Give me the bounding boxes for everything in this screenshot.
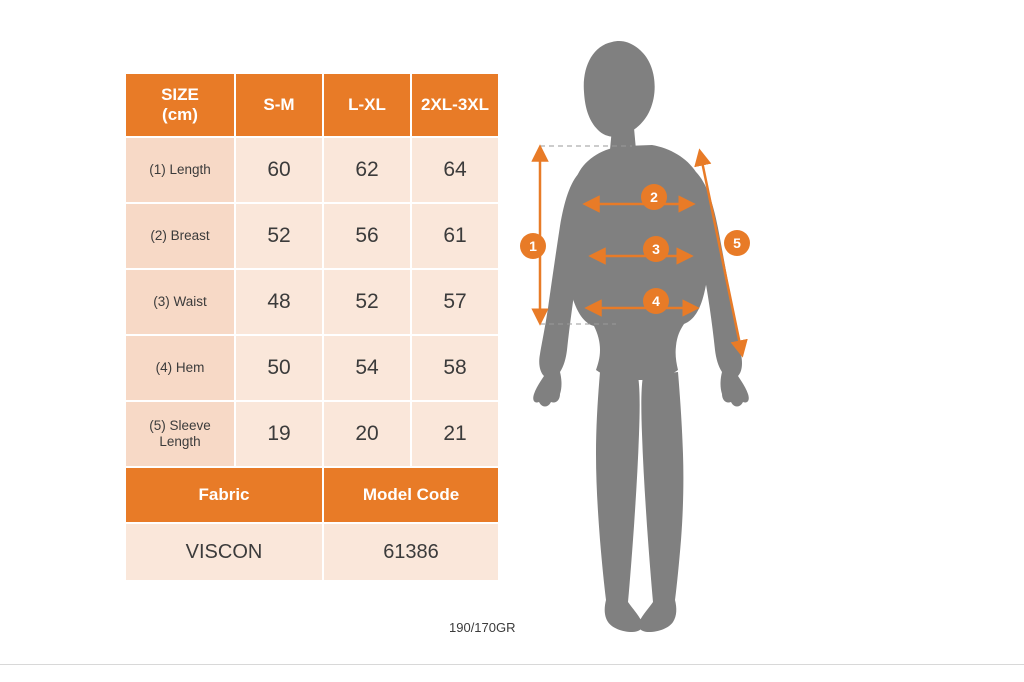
table-row [125, 203, 499, 269]
row-label-sleeve-length: (5) Sleeve Length [125, 401, 235, 467]
cell-length-2xl-3xl: 64 [411, 137, 499, 203]
fabric-value-row [125, 523, 499, 581]
column-header-2xl-3xl: 2XL-3XL [411, 73, 499, 137]
cell-hem-s-m: 50 [235, 335, 323, 401]
female-silhouette [533, 41, 749, 632]
cell-breast-2xl-3xl: 61 [411, 203, 499, 269]
cell-sleeve-2xl-3xl: 21 [411, 401, 499, 467]
cell-hem-l-xl: 54 [323, 335, 411, 401]
row-label-waist: (3) Waist [125, 269, 235, 335]
size-header-line2: (cm) [162, 105, 198, 124]
size-table-header [125, 73, 499, 137]
badge-3-waist: 3 [643, 236, 669, 262]
table-row [125, 335, 499, 401]
fabric-header-row [125, 467, 499, 523]
cell-hem-2xl-3xl: 58 [411, 335, 499, 401]
fabric-header: Fabric [125, 467, 323, 523]
model-code-header: Model Code [323, 467, 499, 523]
cell-breast-s-m: 52 [235, 203, 323, 269]
weight-note: 190/170GR [449, 620, 516, 635]
size-table-body [125, 137, 499, 581]
cell-length-s-m: 60 [235, 137, 323, 203]
size-table [124, 72, 500, 582]
cell-sleeve-l-xl: 20 [323, 401, 411, 467]
cell-length-l-xl: 62 [323, 137, 411, 203]
row-label-length: (1) Length [125, 137, 235, 203]
badge-5-sleeve-length: 5 [724, 230, 750, 256]
size-header-line1: SIZE [161, 85, 199, 105]
table-row [125, 401, 499, 467]
column-header-s-m: S-M [235, 73, 323, 137]
cell-waist-2xl-3xl: 57 [411, 269, 499, 335]
fabric-value: VISCON [125, 523, 323, 581]
badge-4-hem: 4 [643, 288, 669, 314]
row-label-breast: (2) Breast [125, 203, 235, 269]
silhouette-svg [520, 24, 900, 634]
model-code-value: 61386 [323, 523, 499, 581]
row-label-hem: (4) Hem [125, 335, 235, 401]
cell-sleeve-s-m: 19 [235, 401, 323, 467]
column-header-size [125, 73, 235, 137]
table-header-row [125, 73, 499, 137]
column-header-l-xl: L-XL [323, 73, 411, 137]
cell-waist-l-xl: 52 [323, 269, 411, 335]
table-row [125, 137, 499, 203]
badge-1-length: 1 [520, 233, 546, 259]
model-figure [520, 24, 900, 634]
cell-waist-s-m: 48 [235, 269, 323, 335]
badge-2-breast: 2 [641, 184, 667, 210]
cell-breast-l-xl: 56 [323, 203, 411, 269]
table-row [125, 269, 499, 335]
bottom-divider [0, 664, 1024, 665]
